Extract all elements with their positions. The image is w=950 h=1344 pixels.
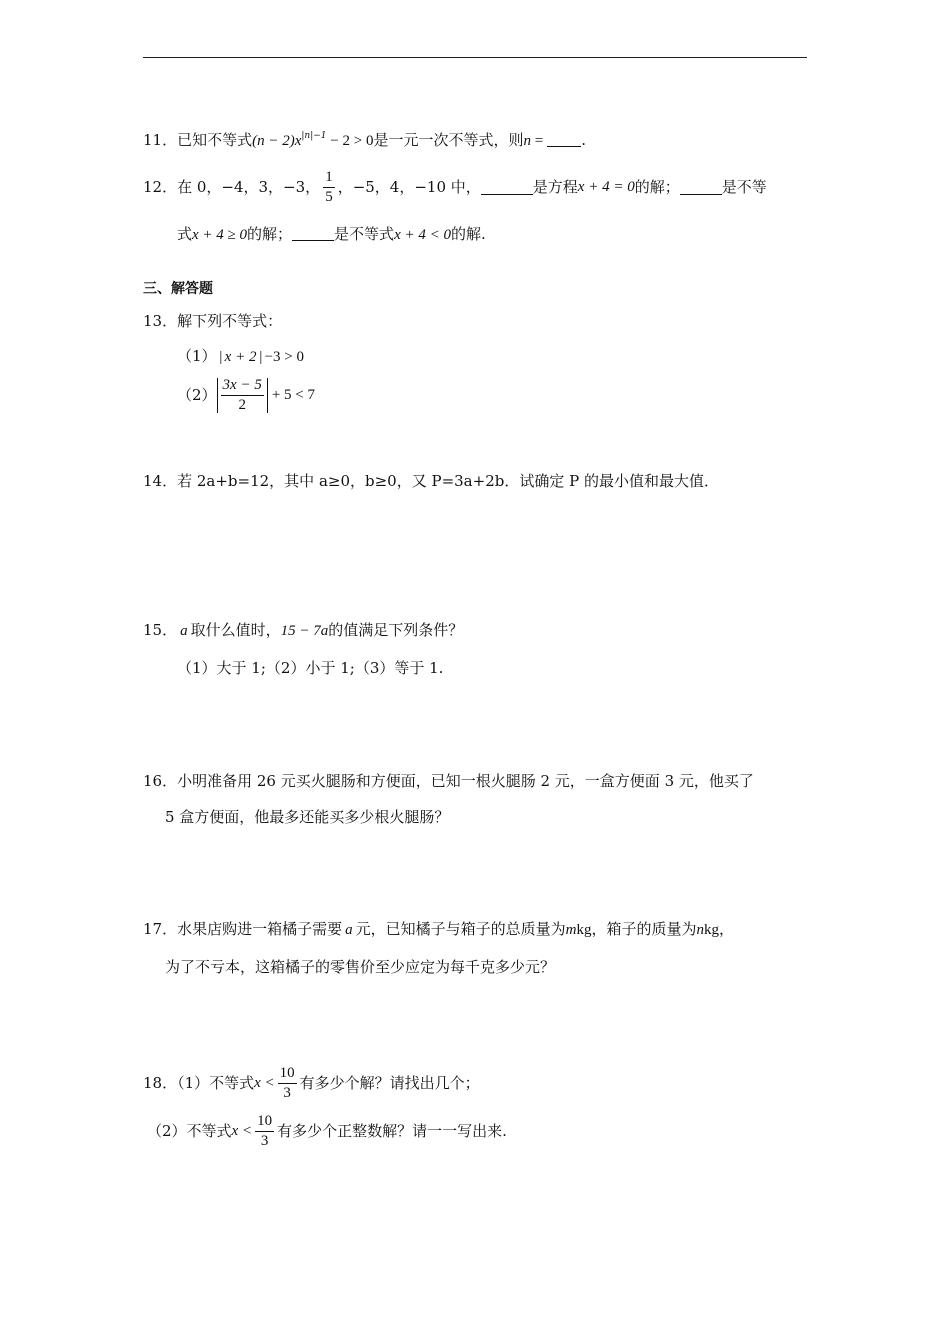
q12-text-p3: 是不等	[721, 178, 767, 196]
question-number: 11．	[143, 131, 178, 149]
answer-blank[interactable]	[680, 180, 722, 195]
q11-exponent: |n|−1	[301, 131, 327, 141]
question-12-line-2	[177, 226, 486, 243]
fraction-ten-thirds	[278, 1066, 297, 1101]
part-label: （1）	[177, 347, 217, 365]
q11-expr-b: − 2 > 0	[326, 133, 374, 149]
q17-text-a: 水果店购进一箱橘子需要	[177, 920, 343, 938]
absolute-value	[217, 378, 268, 413]
fraction-one-fifth	[323, 170, 335, 205]
answer-blank[interactable]	[547, 132, 581, 147]
q14-text: 若 2a+b=12，其中 a≥0，b≥0，又 P=3a+2b．试确定 P 的最小值和最大值．	[177, 472, 719, 490]
q18-inequality: x <	[254, 1075, 275, 1091]
fraction-numerator: 3x − 5	[221, 378, 264, 396]
q12-text-p5: 是不等式	[334, 225, 395, 243]
fraction-denominator: 3	[283, 1085, 291, 1101]
fraction-numerator: 10	[278, 1066, 297, 1084]
q12-text-p6: 的解.	[450, 225, 486, 243]
q17-text-c: ，箱子的质量为	[591, 920, 697, 938]
q11-var: n	[523, 133, 531, 149]
fraction-numerator: 10	[255, 1114, 274, 1132]
q17-text-b: 元，已知橘子与箱子的总质量为	[355, 920, 566, 938]
question-15	[143, 623, 463, 639]
q15-text-b: 的值满足下列条件？	[328, 621, 464, 639]
q11-text-mid: 是一元一次不等式，则	[373, 131, 524, 149]
question-18	[143, 1066, 480, 1101]
q18-part-2	[147, 1114, 507, 1149]
q12-list-rest: ，−5，4，−10 中，	[337, 178, 481, 196]
fraction-denominator: 2	[238, 397, 246, 413]
q17-var-m: m	[565, 922, 577, 938]
q17-line-2: 为了不亏本，这箱橘子的零售价至少应定为每千克多少元？	[165, 958, 556, 976]
q18-p1-rest: 有多少个解？请找出几个；	[299, 1074, 480, 1092]
q12-text-pre: 在 0，−4，3，−3，	[177, 178, 321, 196]
q13-p2-rest: + 5 < 7	[271, 387, 315, 403]
q13-part-1	[177, 349, 304, 365]
q11-text-pre: 已知不等式	[177, 131, 253, 149]
q13-p1-rest: −3 > 0	[264, 349, 304, 365]
q12-line2-text: 式	[177, 225, 193, 243]
q18-inequality: x <	[231, 1123, 253, 1139]
question-12	[143, 170, 767, 205]
q15-sub: （1）大于 1;（2）小于 1;（3）等于 1.	[177, 659, 444, 677]
question-16	[143, 774, 754, 789]
question-number: 12．	[143, 178, 178, 196]
abs-open: |	[218, 349, 223, 365]
fraction-denominator: 5	[325, 189, 333, 205]
section-title: 三、解答题	[143, 281, 213, 297]
q17-var-a: a	[345, 922, 353, 938]
question-number: 18．	[143, 1074, 178, 1092]
question-11	[143, 132, 586, 149]
answer-blank[interactable]	[481, 180, 533, 195]
q13-p1-abs: x + 2	[224, 349, 257, 365]
fraction-denominator: 3	[260, 1133, 269, 1149]
q13-part-2	[177, 378, 315, 413]
q12-text-p1: 是方程	[532, 178, 578, 196]
q12-inequality-2: x + 4 ≥ 0	[192, 227, 248, 243]
part-label: （2）	[177, 386, 217, 404]
question-14	[143, 474, 719, 489]
question-13	[143, 314, 282, 329]
q16-line-2: 5 盒方便面，他最多还能买多少根火腿肠？	[165, 808, 450, 826]
fraction	[221, 378, 264, 413]
q11-end: .	[581, 131, 586, 149]
q15-var: a	[180, 623, 188, 639]
q15-expr: 15 − 7a	[280, 623, 329, 639]
question-number: 15．	[143, 621, 178, 639]
header-rule	[143, 57, 807, 58]
q18-p2-rest: 有多少个正整数解？请一一写出来.	[277, 1122, 507, 1140]
q12-text-p2: 的解；	[634, 178, 680, 196]
q11-expr-a: (n − 2)x	[252, 133, 302, 149]
fraction-numerator: 1	[323, 170, 335, 188]
q12-text-p4: 的解；	[247, 225, 293, 243]
abs-close: |	[258, 349, 263, 365]
q18-p2-label: （2）不等式	[147, 1122, 232, 1140]
q13-text: 解下列不等式：	[177, 312, 283, 330]
question-number: 17．	[143, 920, 178, 938]
q18-p1-label: （1）不等式	[177, 1074, 255, 1092]
question-number: 16．	[143, 772, 178, 790]
q17-text-d: ，	[718, 920, 734, 938]
question-number: 14．	[143, 472, 178, 490]
question-17	[143, 922, 734, 938]
q17-unit-1: kg	[576, 922, 592, 938]
q11-eq: =	[530, 133, 544, 149]
answer-blank[interactable]	[292, 226, 334, 241]
fraction-ten-thirds	[255, 1114, 274, 1149]
question-number: 13．	[143, 312, 178, 330]
q15-text-a: 取什么值时，	[190, 621, 281, 639]
q16-line-1: 小明准备用 26 元买火腿肠和方便面，已知一根火腿肠 2 元，一盒方便面 3 元，他买了	[177, 772, 754, 790]
q12-inequality-3: x + 4 < 0	[394, 227, 451, 243]
q17-unit-2: kg	[703, 922, 719, 938]
q17-var-n: n	[696, 922, 704, 938]
q12-equation: x + 4 = 0	[577, 179, 635, 195]
